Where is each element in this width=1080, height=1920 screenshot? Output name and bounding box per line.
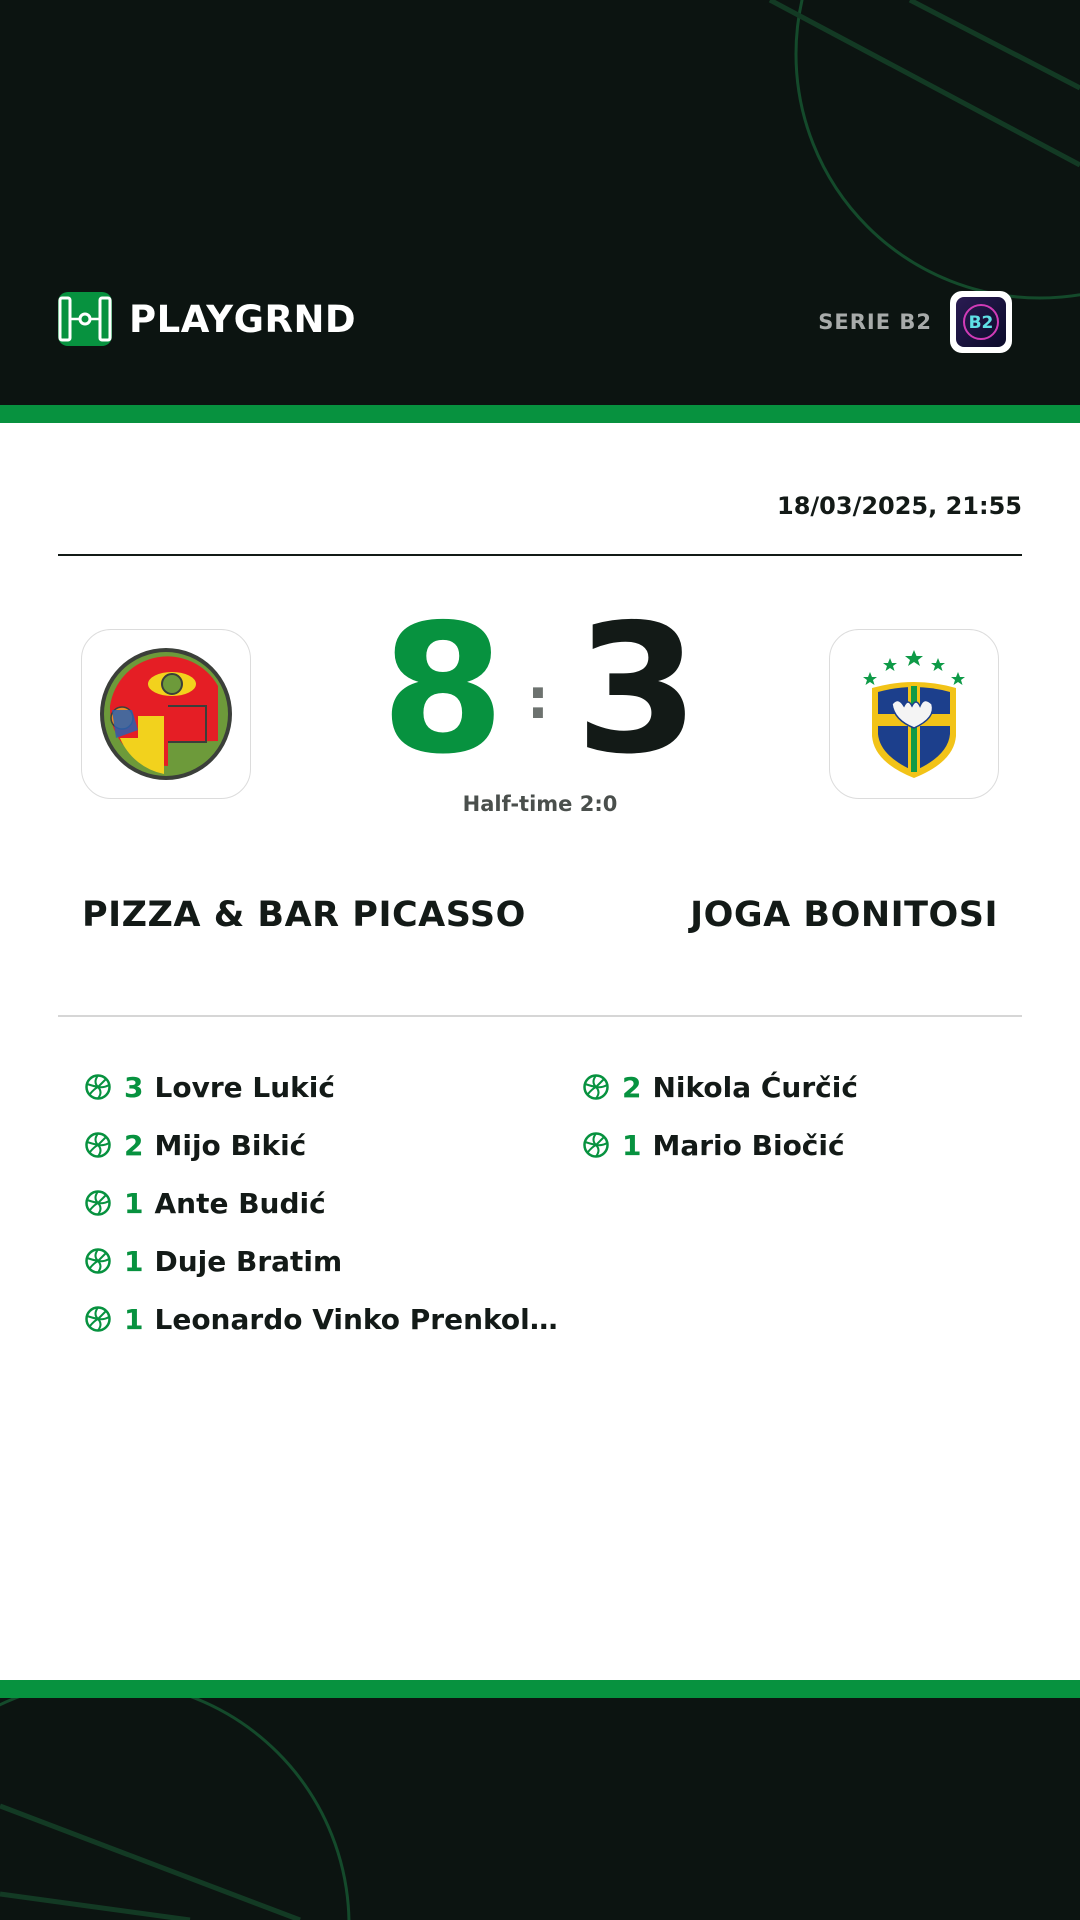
scorer-name: Nikola Ćurčić <box>652 1070 858 1104</box>
pitch-icon <box>58 292 112 346</box>
divider <box>58 1015 1022 1017</box>
scorer-name: Duje Bratim <box>154 1244 343 1278</box>
scorer-goals: 1 <box>622 1128 642 1162</box>
picasso-crest-icon <box>98 646 234 782</box>
scorer-name: Mijo Bikić <box>154 1128 307 1162</box>
scoreline <box>340 586 740 793</box>
away-team-name: JOGA BONITOSI <box>690 895 998 935</box>
scorer-row <box>84 1174 564 1232</box>
away-scorers-list <box>582 1058 1022 1174</box>
scorer-goals: 1 <box>124 1186 144 1220</box>
scorer-row <box>582 1058 1022 1116</box>
football-icon <box>582 1073 610 1101</box>
scorer-name: Leonardo Vinko Prenkol… <box>154 1302 558 1336</box>
football-icon <box>84 1305 112 1333</box>
scorer-goals: 2 <box>622 1070 642 1104</box>
footer-accent-bar <box>0 1680 1080 1698</box>
scorer-goals: 2 <box>124 1128 144 1162</box>
scorer-goals: 3 <box>124 1070 144 1104</box>
brand-name: PLAYGRND <box>129 297 357 341</box>
header-accent-bar <box>0 405 1080 423</box>
footer <box>0 1698 1080 1920</box>
football-icon <box>84 1131 112 1159</box>
score-separator: : <box>526 666 550 732</box>
football-icon <box>84 1073 112 1101</box>
home-team-name: PIZZA & BAR PICASSO <box>82 895 526 935</box>
header <box>0 0 1080 405</box>
football-icon <box>84 1247 112 1275</box>
match-datetime: 18/03/2025, 21:55 <box>777 492 1022 520</box>
away-team-crest <box>829 629 999 799</box>
home-score: 8 <box>380 586 505 793</box>
divider <box>58 554 1022 556</box>
halftime-score: Half-time 2:0 <box>462 792 618 816</box>
league-badge-icon <box>950 291 1012 353</box>
football-icon <box>582 1131 610 1159</box>
away-score: 3 <box>575 586 700 793</box>
league <box>818 291 1012 353</box>
brazil-style-crest-icon <box>854 644 974 784</box>
scorer-row <box>84 1232 564 1290</box>
brand <box>58 291 356 347</box>
scorer-name: Ante Budić <box>154 1186 326 1220</box>
scorer-row <box>84 1290 564 1348</box>
scorer-row <box>84 1058 564 1116</box>
scorer-goals: 1 <box>124 1244 144 1278</box>
league-name: SERIE B2 <box>818 310 932 334</box>
scorer-row <box>582 1116 1022 1174</box>
home-team-crest <box>81 629 251 799</box>
football-icon <box>84 1189 112 1217</box>
scorer-goals: 1 <box>124 1302 144 1336</box>
field-lines-decoration <box>0 1698 1080 1920</box>
svg-text:B2: B2 <box>968 313 994 333</box>
scorer-name: Mario Biočić <box>652 1128 845 1162</box>
scorer-name: Lovre Lukić <box>154 1070 335 1104</box>
home-scorers-list <box>84 1058 564 1348</box>
scorer-row <box>84 1116 564 1174</box>
